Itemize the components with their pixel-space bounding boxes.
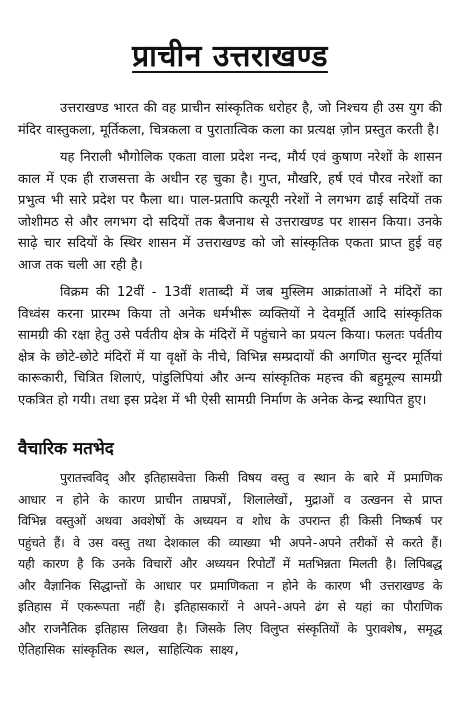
paragraph-3: विक्रम की 12वीं - 13वीं शताब्दी में जब मुस्लिम आक्रांताओं ने मंदिरों का विध्वंस करना प्रारम्भ किया तो अनेक धर्मभीरू व्यक्तियों ने देवमूर्ति आदि सांस्कृतिक सामग्री की रक्षा हेतु उसे पर्वतीय क्षेत्र के मंदिरों में पहुंचाने का प्रयत्न किया। फलतः पर्वतीय क्षेत्र के छोटे-छोटे मंदिरों में या वृक्षों के नीचे, विभिन्न सम्प्रदायों की अगणित सुन्दर मूर्तियां कारूकारी, चित्रित शिलाएं, पांडुलिपियां और अन्य सांस्कृतिक महत्त्व की बहुमूल्य सामग्री एकत्रित हो गयी। तथा इस प्रदेश में भी ऐसी सामग्री निर्माण के अनेक केन्द्र स्थापित हुए। [18,285,442,408]
paragraph-4: पुरातत्त्वविद् और इतिहासवेत्ता किसी विषय वस्तु व स्थान के बारे में प्रमाणिक आधार न होने के कारण प्राचीन ताम्रपत्रों, शिलालेखों, मुद्राओं व उत्खनन से प्राप्त विभिन्न वस्तुओं अथवा अवशेषों के अध्ययन व शोध के उपरान्त ही किसी निष्कर्ष पर पहुंचते हैं। वे उस वस्तु तथा देशकाल की व्याख्या भी अपने-अपने तरीकों से करते हैं। यही कारण है कि उनके विचारों और अध्ययन रिपोर्टों में मतभिन्नता मिलती है। लिपिबद्ध और वैज्ञानिक सिद्धान्तों के आधार पर प्रमाणिकता न होने के कारण भी उत्तराखण्ड के इतिहास में एकरूपता नहीं है। इतिहासकारों ने अपने-अपने ढंग से यहां का पौराणिक और राजनैतिक इतिहास लिखवा है। जिसके लिए विलुप्त संस्कृतियों के पुरावशेष, समृद्ध ऐतिहासिक सांस्कृतिक स्थल, साहित्यिक साक्ष्य, [18,470,442,657]
paragraph-1: उत्तराखण्ड भारत की वह प्राचीन सांस्कृतिक धरोहर है, जो निश्चय ही उस युग की मंदिर वास्तुकला, मूर्तिकला, चित्रकला व पुरातात्विक कला का प्रत्यक्ष ज़ोन प्रस्तुत करती है। [18,101,442,138]
section-intro [18,98,442,411]
section-differences [18,437,442,661]
section-heading: वैचारिक मतभेद [18,439,114,459]
paragraph-2: यह निराली भौगोलिक एकता वाला प्रदेश नन्द, मौर्य एवं कुषाण नरेशों के शासन काल में एक ही राजसत्ता के अधीन रह चुका है। गुप्त, मौखरि, हर्ष एवं पौरव नरेशों का प्रभुत्व भी सारे प्रदेश पर फैला था। पाल-प्रतापि कत्यूरी नरेशों ने लगभग ढाई सदियों तक जोशीमठ से और लगभग दो सदियों तक बैजनाथ से उत्तराखण्ड पर शासन किया। उनके साढ़े चार सदियों के स्थिर शासन में उत्तराखण्ड को जो सांस्कृतिक एकता प्राप्त हुई वह आज तक चली आ रही है। [18,150,442,273]
chapter-title: प्राचीन उत्तराखण्ड [132,39,328,74]
